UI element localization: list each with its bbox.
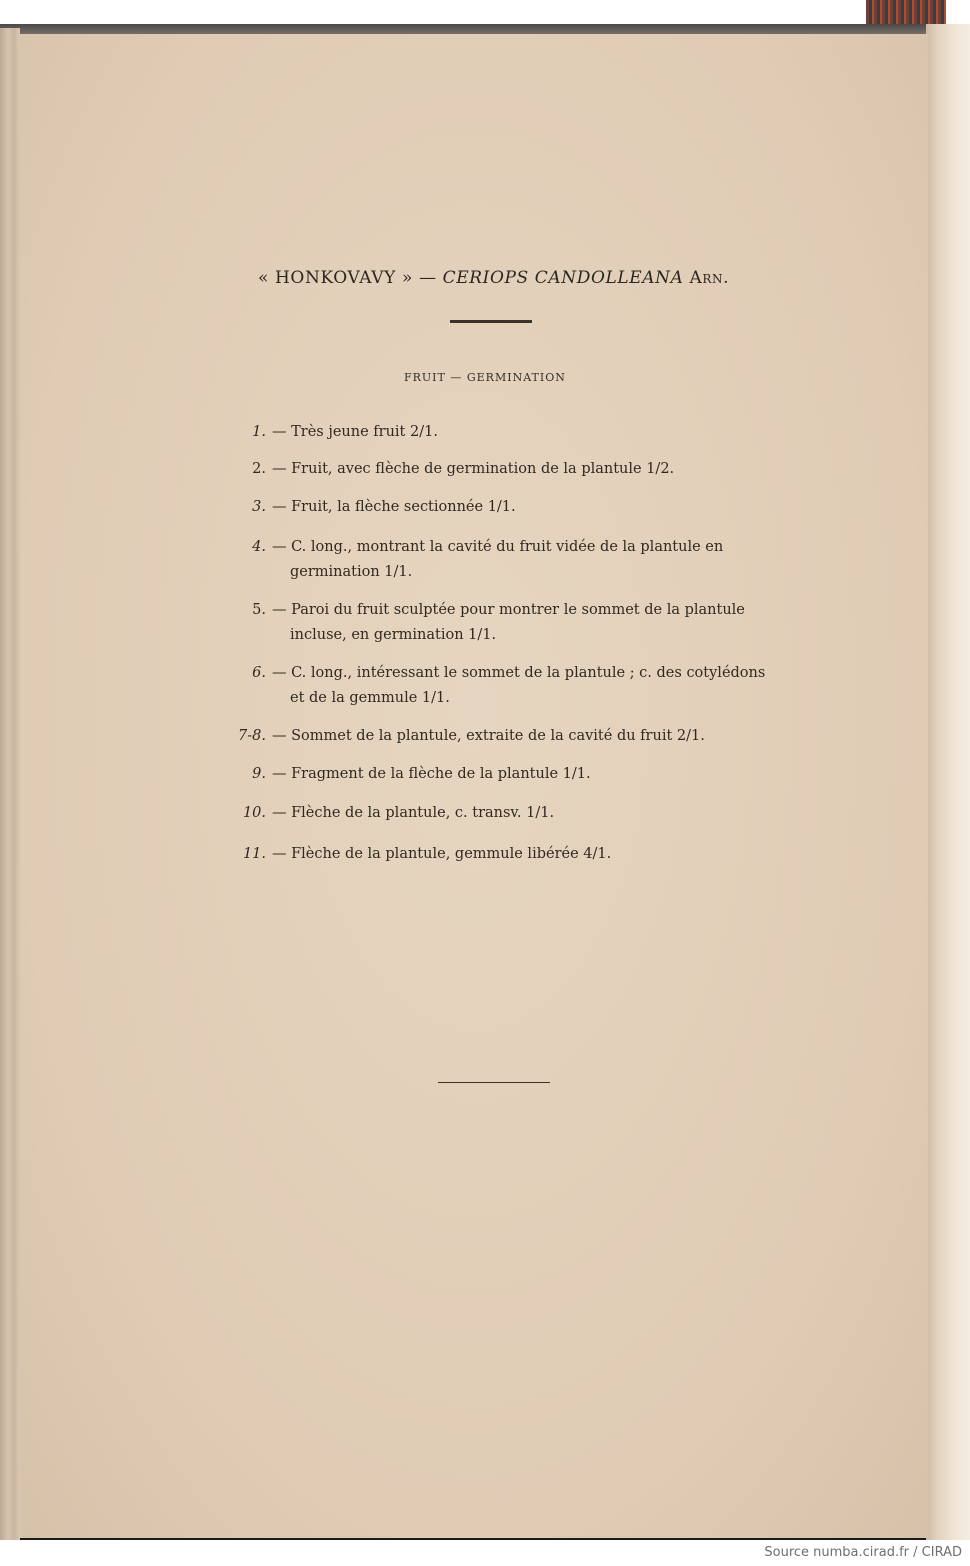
item-number: 7-8. bbox=[238, 728, 266, 744]
item-text bbox=[272, 724, 812, 749]
source-credit: Source numba.cirad.fr / CIRAD bbox=[764, 1545, 962, 1560]
item-line: — Très jeune fruit 2/1. bbox=[272, 424, 438, 440]
page-title bbox=[258, 268, 738, 288]
item-line: — Flèche de la plantule, c. transv. 1/1. bbox=[272, 805, 555, 821]
page-stack-right bbox=[926, 24, 970, 1540]
item-text bbox=[272, 535, 812, 585]
item-text bbox=[272, 661, 812, 711]
title-rule bbox=[450, 320, 532, 323]
item-text bbox=[272, 842, 812, 867]
closing-rule bbox=[438, 1082, 550, 1083]
item-number: 3. bbox=[252, 499, 266, 515]
item-line: — Fragment de la flèche de la plantule 1/1. bbox=[272, 766, 591, 782]
item-line: — Fruit, la flèche sectionnée 1/1. bbox=[272, 499, 516, 515]
item-text bbox=[272, 420, 812, 445]
item-number: 1. bbox=[252, 424, 266, 440]
item-text bbox=[272, 801, 812, 826]
item-line: — Flèche de la plantule, gemmule libérée 4/1. bbox=[272, 846, 612, 862]
item-number: 6. bbox=[252, 665, 266, 681]
item-text bbox=[272, 762, 812, 787]
item-continuation: et de la gemmule 1/1. bbox=[290, 690, 450, 706]
page-stack-left bbox=[0, 28, 20, 1540]
item-line: — Sommet de la plantule, extraite de la cavité du fruit 2/1. bbox=[272, 728, 705, 744]
item-number: 4. bbox=[252, 539, 266, 555]
item-number: 5. bbox=[252, 602, 266, 618]
item-line: — Fruit, avec flèche de germination de la plantule 1/2. bbox=[272, 461, 675, 477]
item-text bbox=[272, 457, 812, 482]
item-number: 10. bbox=[242, 805, 266, 821]
item-line: — Paroi du fruit sculptée pour montrer le sommet de la plantule bbox=[272, 602, 745, 618]
item-line: — C. long., intéressant le sommet de la plantule ; c. des cotylédons bbox=[272, 665, 766, 681]
title-vernacular: « HONKOVAVY » — bbox=[258, 268, 437, 288]
section-title: FRUIT — GERMINATION bbox=[404, 371, 566, 384]
item-text bbox=[272, 598, 812, 648]
item-continuation: germination 1/1. bbox=[290, 564, 413, 580]
title-author: Arn. bbox=[689, 268, 730, 288]
title-latin-name: CERIOPS CANDOLLEANA bbox=[442, 268, 684, 288]
item-continuation: incluse, en germination 1/1. bbox=[290, 627, 497, 643]
book-headband bbox=[866, 0, 946, 26]
item-text bbox=[272, 495, 812, 520]
item-number: 9. bbox=[252, 766, 266, 782]
item-number: 2. bbox=[252, 461, 266, 477]
item-line: — C. long., montrant la cavité du fruit vidée de la plantule en bbox=[272, 539, 724, 555]
item-number: 11. bbox=[242, 846, 266, 862]
